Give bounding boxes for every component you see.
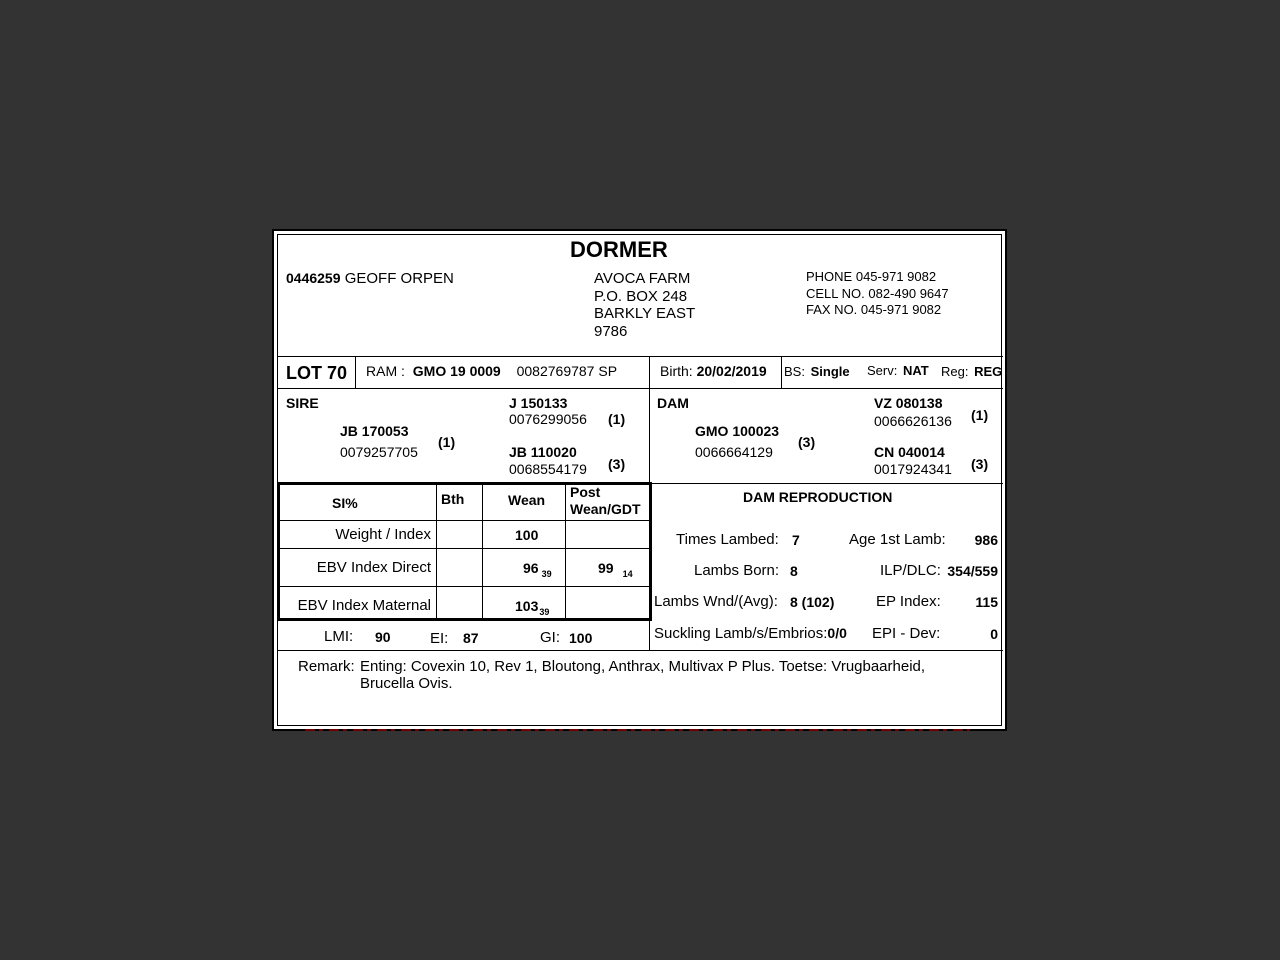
- dam-reproduction-title: DAM REPRODUCTION: [743, 489, 893, 505]
- reg-label: Reg:: [941, 364, 969, 379]
- bs-value: Single: [810, 364, 850, 379]
- breeder-line: [286, 270, 454, 287]
- sire-number: 0079257705: [340, 444, 418, 460]
- lmi-label: LMI:: [324, 628, 354, 645]
- suckling-label: Suckling Lamb/s/Embrios:: [654, 625, 828, 642]
- ep-index-value: 115: [975, 594, 998, 610]
- address-line: P.O. BOX 248: [594, 287, 688, 305]
- ebv-direct-post-sub: 14: [622, 568, 633, 579]
- dam-number: 0066664129: [695, 444, 773, 460]
- table-border: [277, 618, 652, 621]
- sire-label: SIRE: [286, 395, 319, 411]
- epi-dev-label: EPI - Dev:: [872, 625, 941, 642]
- wean-header: Wean: [508, 492, 546, 508]
- divider: [278, 650, 1003, 651]
- ebv-maternal-wean-sub: 39: [539, 606, 550, 617]
- row-label-ebv-direct: EBV Index Direct: [316, 559, 431, 576]
- divider: [278, 388, 1003, 389]
- suckling-value: 0/0: [827, 625, 847, 641]
- remark-label: Remark:: [298, 658, 355, 675]
- reg-field: [941, 364, 1002, 379]
- breeder-address: [594, 270, 695, 340]
- sire-dam-tag: JB 110020: [509, 444, 577, 460]
- weight-index-wean: 100: [515, 527, 539, 543]
- serv-value: NAT: [902, 363, 929, 378]
- sire-dam-count: (3): [608, 456, 626, 472]
- lot-number: LOT 70: [286, 363, 348, 383]
- ilp-dlc-label: ILP/DLC:: [880, 562, 941, 579]
- dam-tag: GMO 100023: [695, 423, 780, 439]
- ep-index-label: EP Index:: [876, 593, 941, 610]
- gi-label: GI:: [540, 629, 561, 646]
- fax-number: FAX NO. 045-971 9082: [806, 302, 942, 317]
- ebv-direct-post: [598, 560, 633, 579]
- ilp-dlc-value: 354/559: [947, 563, 998, 579]
- divider: [278, 520, 650, 521]
- dam-sire-number: 0066626136: [874, 413, 952, 429]
- breeder-id: 0446259: [286, 270, 341, 286]
- lambs-born-label: Lambs Born:: [694, 562, 780, 579]
- birth-date: 20/02/2019: [696, 363, 767, 379]
- dam-label: DAM: [657, 395, 689, 411]
- address-line: AVOCA FARM: [594, 270, 691, 287]
- phone-number: PHONE 045-971 9082: [806, 269, 937, 284]
- bs-label: BS:: [784, 364, 805, 379]
- post-wean-header: [570, 484, 641, 518]
- birth-label: Birth:: [660, 363, 693, 379]
- ei-label: EI:: [430, 630, 449, 647]
- age-first-lamb-label: Age 1st Lamb:: [849, 531, 946, 548]
- post-wean-line1: Post: [570, 484, 601, 500]
- divider: [355, 356, 356, 388]
- breeder-contacts: [806, 269, 949, 319]
- epi-dev-value: 0: [990, 626, 998, 642]
- lmi-value: 90: [375, 629, 391, 645]
- reg-value: REG: [974, 364, 1003, 379]
- dam-sire-count: (1): [971, 407, 989, 423]
- remark-line-2: Brucella Ovis.: [360, 675, 453, 692]
- gi-value: 100: [569, 630, 593, 646]
- ebv-direct-wean-sub: 39: [541, 568, 552, 579]
- ebv-direct-wean: [523, 560, 552, 579]
- dam-dam-number: 0017924341: [874, 461, 952, 477]
- divider: [649, 620, 650, 650]
- ram-label: RAM :: [366, 363, 405, 379]
- ebv-direct-post-value: 99: [598, 560, 614, 576]
- ebv-maternal-wean: [515, 598, 549, 617]
- divider: [649, 356, 650, 483]
- ram-tag: GMO 19 0009: [412, 363, 501, 379]
- si-header: SI%: [332, 495, 358, 511]
- sale-card: [272, 229, 1007, 731]
- sire-sire-count: (1): [608, 411, 626, 427]
- sire-sire-number: 0076299056: [509, 411, 587, 427]
- bs-field: [784, 364, 850, 379]
- breeder-name: GEOFF ORPEN: [344, 270, 454, 287]
- dam-dam-tag: CN 040014: [874, 444, 945, 460]
- ram-number: 0082769787 SP: [516, 363, 618, 379]
- bth-header: Bth: [441, 491, 465, 507]
- birth-field: [660, 363, 767, 379]
- address-line: BARKLY EAST: [594, 305, 696, 322]
- serv-field: [867, 363, 929, 378]
- ebv-direct-wean-value: 96: [523, 560, 539, 576]
- remark-line-1: Enting: Covexin 10, Rev 1, Bloutong, Anthrax, Multivax P Plus. Toetse: Vrugbaarheid,: [360, 658, 926, 675]
- lambs-weaned-value: 8 (102): [790, 594, 835, 610]
- suckling-field: [654, 625, 847, 642]
- divider: [482, 484, 483, 618]
- ebv-maternal-wean-value: 103: [515, 598, 539, 614]
- post-wean-line2: Wean/GDT: [570, 501, 641, 517]
- dam-sire-tag: VZ 080138: [874, 395, 943, 411]
- dam-dam-count: (3): [971, 456, 989, 472]
- sire-sire-tag: J 150133: [509, 395, 568, 411]
- sire-tag: JB 170053: [340, 423, 409, 439]
- divider: [278, 586, 650, 587]
- lambs-weaned-label: Lambs Wnd/(Avg):: [654, 593, 778, 610]
- divider: [436, 484, 437, 618]
- table-border: [649, 482, 652, 620]
- cut-off-text-edge: [305, 729, 970, 731]
- row-label-ebv-maternal: EBV Index Maternal: [297, 597, 431, 614]
- lambs-born-value: 8: [790, 563, 798, 579]
- serv-label: Serv:: [867, 363, 898, 378]
- times-lambed-label: Times Lambed:: [676, 531, 779, 548]
- table-border: [277, 482, 280, 620]
- row-label-weight-index: Weight / Index: [335, 526, 431, 543]
- ei-value: 87: [463, 630, 479, 646]
- divider: [565, 484, 566, 618]
- divider: [278, 548, 650, 549]
- age-first-lamb-value: 986: [974, 532, 998, 548]
- sire-count: (1): [438, 434, 456, 450]
- cell-number: CELL NO. 082-490 9647: [806, 285, 949, 301]
- dam-count: (3): [798, 434, 816, 450]
- divider: [278, 356, 1003, 357]
- divider: [781, 356, 782, 388]
- breed-title: DORMER: [570, 237, 668, 262]
- sire-dam-number: 0068554179: [509, 461, 587, 477]
- times-lambed-value: 7: [792, 532, 800, 548]
- divider: [651, 483, 1003, 484]
- address-line: 9786: [594, 322, 628, 340]
- ram-id-line: [366, 363, 617, 379]
